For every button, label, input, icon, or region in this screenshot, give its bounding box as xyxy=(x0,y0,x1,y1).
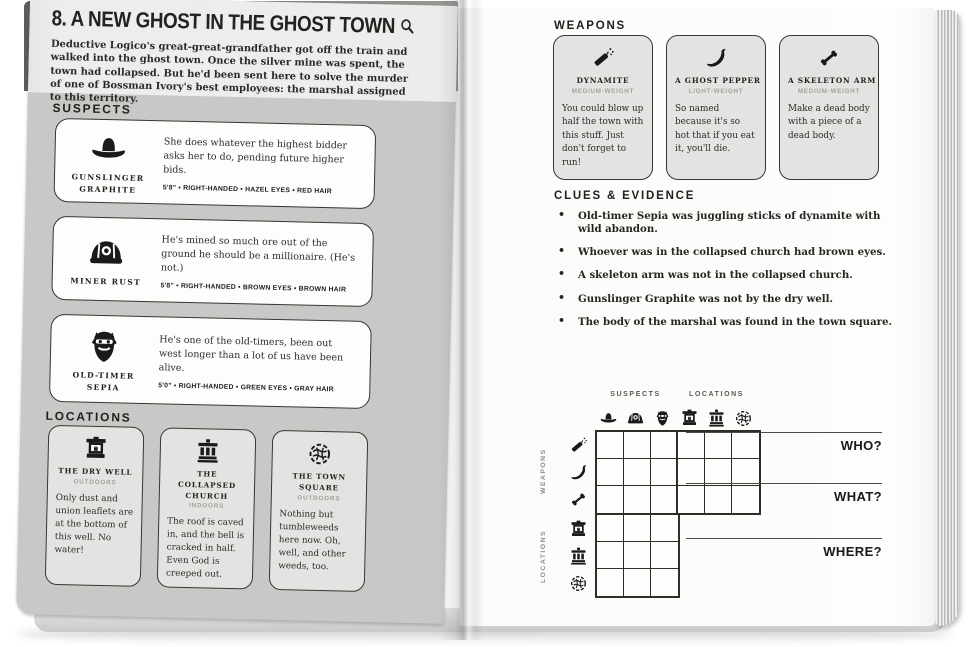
cowboy-hat-icon xyxy=(595,406,622,430)
tumbleweed-icon xyxy=(307,441,334,468)
answer-block-who xyxy=(686,432,882,453)
suspect-name: GUNSLINGER GRAPHITE xyxy=(71,172,145,195)
clue-item: • Gunslinger Graphite was not by the dry well. xyxy=(554,293,894,306)
weapon-card xyxy=(779,35,879,180)
case-intro-panel xyxy=(28,0,458,105)
grid-cell[interactable] xyxy=(624,486,651,513)
grid-cell[interactable] xyxy=(705,459,732,486)
location-name: THE TOWN SQUARE xyxy=(292,471,347,493)
grid-cell[interactable] xyxy=(624,515,651,542)
suspect-description: He's mined so much ore out of the ground he should be a millionaire. (He's not.) xyxy=(160,234,356,274)
answer-label-where: WHERE? xyxy=(823,544,882,559)
suspect-portrait xyxy=(50,315,158,403)
grid-cell[interactable] xyxy=(597,542,624,569)
locations-heading: LOCATIONS xyxy=(45,408,132,425)
clue-item: • A skeleton arm was not in the collapsed church. xyxy=(554,269,894,282)
weapon-weight: MEDIUM-WEIGHT xyxy=(571,87,635,95)
grid-location-row-icons xyxy=(566,516,590,597)
location-type: OUTDOORS xyxy=(73,478,117,487)
grid-cell[interactable] xyxy=(651,486,678,513)
grid-cell[interactable] xyxy=(624,459,651,486)
weapon-description: You could blow up half the town with this stuff. Just don't forget to run! xyxy=(562,103,644,168)
answer-line-who[interactable] xyxy=(686,432,882,433)
dynamite-icon xyxy=(566,432,590,459)
clue-item: • The body of the marshal was found in the town square. xyxy=(554,316,894,329)
suspects-heading: SUSPECTS xyxy=(52,100,132,117)
weapons-heading: WEAPONS xyxy=(554,20,627,32)
beard-icon xyxy=(84,326,125,367)
tumbleweed-icon xyxy=(730,406,757,430)
location-description: Nothing but tumbleweeds here now. Oh, well, and other weeds, too. xyxy=(278,508,346,572)
suspect-card xyxy=(49,314,372,409)
answer-line-where[interactable] xyxy=(686,538,882,539)
grid-cell[interactable] xyxy=(651,459,678,486)
answer-block-where xyxy=(686,538,882,559)
location-card xyxy=(45,425,145,587)
suspect-portrait xyxy=(54,119,162,203)
grid-cell[interactable] xyxy=(624,432,651,459)
clues-heading: CLUES & EVIDENCE xyxy=(554,190,696,202)
magnifier-icon xyxy=(399,17,415,36)
weapon-weight: MEDIUM-WEIGHT xyxy=(797,87,861,95)
grid-cell[interactable] xyxy=(597,459,624,486)
grid-cell[interactable] xyxy=(597,569,624,596)
suspect-stats: 5'8" • RIGHT-HANDED • HAZEL EYES • RED HAIR xyxy=(162,184,332,196)
grid-column-icons xyxy=(595,406,757,430)
suspect-card xyxy=(51,216,374,307)
church-icon xyxy=(195,438,222,465)
location-type: INDOORS xyxy=(188,502,225,511)
church-icon xyxy=(566,543,590,570)
well-icon xyxy=(83,436,110,463)
dynamite-icon xyxy=(591,46,615,70)
clue-item: • Whoever was in the collapsed church had brown eyes. xyxy=(554,246,894,259)
answer-label-who: WHO? xyxy=(840,438,882,453)
suspect-stats: 5'0" • RIGHT-HANDED • GREEN EYES • GRAY HAIR xyxy=(158,382,334,394)
grid-cell[interactable] xyxy=(651,515,678,542)
clue-item: • Old-timer Sepia was juggling sticks of dynamite with wild abandon. xyxy=(554,210,894,235)
weapon-description: So named because it's so hot that if you eat it, you'll die. xyxy=(675,103,755,155)
location-type: OUTDOORS xyxy=(297,494,341,503)
location-description: Only dust and union leaflets are at the bottom of this well. No water! xyxy=(54,492,134,556)
location-name: THE COLLAPSED CHURCH xyxy=(177,469,237,501)
grid-locations-label: LOCATIONS xyxy=(688,391,745,398)
suspect-card xyxy=(53,118,376,209)
weapon-card xyxy=(553,35,653,180)
grid-cell[interactable] xyxy=(624,542,651,569)
location-card xyxy=(157,427,257,589)
grid-cell[interactable] xyxy=(678,459,705,486)
grid-cell[interactable] xyxy=(597,515,624,542)
location-card xyxy=(269,430,369,592)
grid-cell[interactable] xyxy=(651,542,678,569)
suspect-stats: 5'8" • RIGHT-HANDED • BROWN EYES • BROWN HAIR xyxy=(160,282,347,294)
suspect-portrait xyxy=(52,217,160,301)
grid-locations-axis-label: LOCATIONS xyxy=(540,529,547,584)
grid-cell[interactable] xyxy=(597,432,624,459)
miner-helmet-icon xyxy=(622,406,649,430)
page-title xyxy=(51,6,396,39)
clues-list xyxy=(554,210,894,340)
right-page xyxy=(460,8,938,626)
well-icon xyxy=(566,516,590,543)
cowboy-hat-icon xyxy=(88,128,129,169)
grid-cell[interactable] xyxy=(651,432,678,459)
grid-cell[interactable] xyxy=(732,459,759,486)
weapon-card xyxy=(666,35,766,180)
grid-suspects-label: SUSPECTS xyxy=(610,391,661,398)
location-name: THE DRY WELL xyxy=(58,466,133,477)
grid-cell[interactable] xyxy=(597,486,624,513)
pepper-icon xyxy=(566,459,590,486)
weapon-name: A GHOST PEPPER xyxy=(675,76,761,85)
beard-icon xyxy=(649,406,676,430)
bone-icon xyxy=(566,486,590,513)
well-icon xyxy=(676,406,703,430)
bone-icon xyxy=(817,46,841,70)
intro-text: Deductive Logico's great-great-grandfather got off the train and walked into the ghost town. Once the silver mine was spent, the town had collapsed. But he'd been sent here to solve the murder of one of Bossman Ivory's best employees: the marshal assigned to this territory. xyxy=(49,38,409,105)
grid-weapons-axis-label: WEAPONS xyxy=(540,448,547,495)
page-title-text: 8. A NEW GHOST IN THE GHOST TOWN xyxy=(51,6,396,39)
grid-cell[interactable] xyxy=(624,569,651,596)
suspect-description: He's one of the old-timers, been out west longer than a lot of us have been alive. xyxy=(158,334,344,374)
grid-cell[interactable] xyxy=(651,569,678,596)
answer-block-what xyxy=(686,483,882,504)
grid-weapon-row-icons xyxy=(566,432,590,513)
weapon-weight: LIGHT-WEIGHT xyxy=(688,87,744,95)
page-edge-stack xyxy=(936,10,959,626)
pepper-icon xyxy=(704,46,728,70)
miner-helmet-icon xyxy=(86,232,127,273)
suspect-name: MINER RUST xyxy=(70,275,142,287)
location-description: The roof is caved in, and the bell is cracked in half. Even God is creeped out. xyxy=(165,516,245,581)
church-icon xyxy=(703,406,730,430)
weapon-name: A SKELETON ARM xyxy=(788,76,877,85)
answer-line-what[interactable] xyxy=(686,483,882,484)
suspect-name: OLD-TIMER SEPIA xyxy=(72,370,135,392)
weapon-description: Make a dead body with a piece of a dead body. xyxy=(788,103,870,141)
left-page xyxy=(16,0,458,624)
suspect-description: She does whatever the highest bidder asks her to do, pending future higher bids. xyxy=(163,136,348,176)
logic-grid-bottom xyxy=(595,515,680,598)
tumbleweed-icon xyxy=(566,570,590,597)
answer-label-what: WHAT? xyxy=(834,489,882,504)
weapon-name: DYNAMITE xyxy=(576,76,630,85)
